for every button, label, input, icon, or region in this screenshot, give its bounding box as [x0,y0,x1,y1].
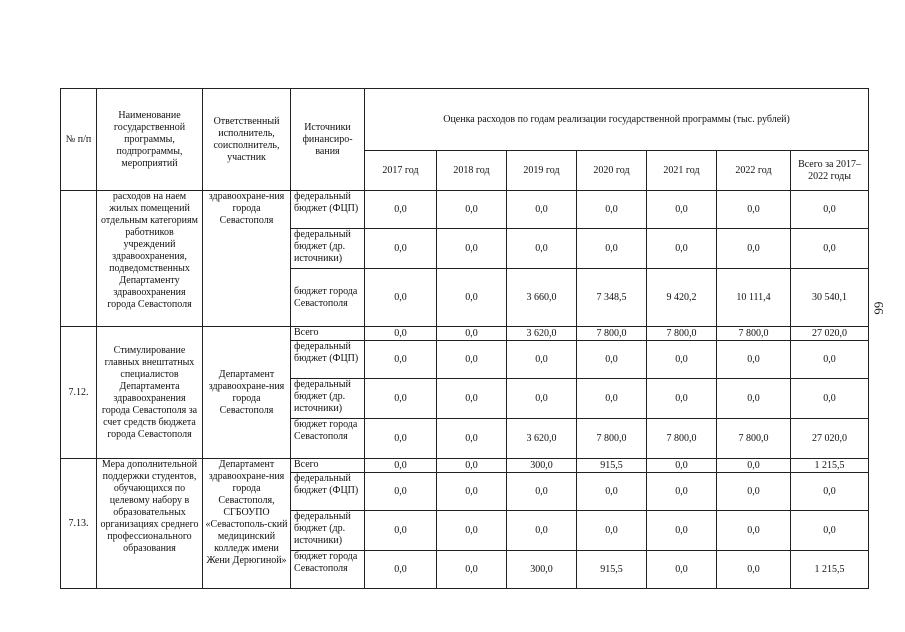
cell-value: 9 420,2 [647,269,717,327]
table-row [61,191,869,229]
cell-value: 0,0 [577,341,647,379]
row-resp: Департамент здравоохране-ния города Севастополя, СГБОУПО «Севастополь-ский медицинский колледж имени Жени Дерюгиной» [203,459,291,589]
cell-value: 7 800,0 [647,419,717,459]
row-src: бюджет города Севастополя [291,269,365,327]
cell-value: 0,0 [437,419,507,459]
cell-value: 0,0 [437,551,507,589]
cell-value: 0,0 [437,269,507,327]
cell-value: 0,0 [577,229,647,269]
row-src: бюджет города Севастополя [291,419,365,459]
header-year: 2021 год [647,151,717,191]
row-src: федеральный бюджет (др. источники) [291,511,365,551]
cell-value: 0,0 [507,341,577,379]
row-src: федеральный бюджет (др. источники) [291,379,365,419]
cell-value: 0,0 [647,473,717,511]
cell-value: 0,0 [365,327,437,341]
cell-value: 300,0 [507,551,577,589]
cell-value: 0,0 [647,191,717,229]
header-name: Наименование государственной программы, подпрограммы, мероприятий [97,89,203,191]
cell-value: 0,0 [437,191,507,229]
header-num: № п/п [61,89,97,191]
cell-value: 0,0 [365,459,437,473]
cell-value: 30 540,1 [791,269,869,327]
cell-value: 0,0 [791,511,869,551]
header-year: 2022 год [717,151,791,191]
cell-value: 0,0 [647,379,717,419]
row-src: федеральный бюджет (ФЦП) [291,191,365,229]
cell-value: 915,5 [577,459,647,473]
cell-value: 0,0 [437,459,507,473]
cell-value: 915,5 [577,551,647,589]
cell-value: 0,0 [437,327,507,341]
cell-value: 0,0 [365,379,437,419]
cell-value: 27 020,0 [791,327,869,341]
cell-value: 7 800,0 [717,327,791,341]
cell-value: 0,0 [365,419,437,459]
cell-value: 0,0 [647,551,717,589]
cell-value: 3 660,0 [507,269,577,327]
cell-value: 0,0 [507,473,577,511]
budget-table [60,88,869,589]
cell-value: 0,0 [437,341,507,379]
row-name: расходов на наем жилых помещений отдельным категориям работников учреждений здравоохранения, подведомственных Департаменту здравоохранения города Севастополя [97,191,203,327]
cell-value: 0,0 [507,229,577,269]
cell-value: 0,0 [791,229,869,269]
header-year: 2020 год [577,151,647,191]
cell-value: 0,0 [437,229,507,269]
cell-value: 0,0 [791,473,869,511]
row-src: бюджет города Севастополя [291,551,365,589]
cell-value: 0,0 [365,191,437,229]
row-src: федеральный бюджет (др. источники) [291,229,365,269]
cell-value: 3 620,0 [507,419,577,459]
header-year: 2019 год [507,151,577,191]
cell-value: 0,0 [647,229,717,269]
header-year: 2017 год [365,151,437,191]
row-name: Мера дополнительной поддержки студентов, обучающихся по целевому набору в образовательных организациях среднего профессионального образования [97,459,203,589]
header-year: 2018 год [437,151,507,191]
row-src: Всего [291,459,365,473]
row-resp: здравоохране-ния города Севастополя [203,191,291,327]
row-src: федеральный бюджет (ФЦП) [291,341,365,379]
cell-value: 1 215,5 [791,551,869,589]
row-name: Стимулирование главных внештатных специалистов Департамента здравоохранения города Севастополя за счет средств бюджета города Севастополя [97,327,203,459]
cell-value: 0,0 [365,341,437,379]
cell-value: 0,0 [717,511,791,551]
cell-value: 0,0 [437,379,507,419]
cell-value: 7 800,0 [577,327,647,341]
header-resp: Ответственный исполнитель, соисполнитель, участник [203,89,291,191]
row-src: федеральный бюджет (ФЦП) [291,473,365,511]
header-src: Источники финансиро-вания [291,89,365,191]
cell-value: 7 800,0 [717,419,791,459]
cell-value: 0,0 [365,511,437,551]
cell-value: 10 111,4 [717,269,791,327]
table-row [61,327,869,341]
cell-value: 0,0 [365,229,437,269]
cell-value: 0,0 [717,341,791,379]
cell-value: 0,0 [717,459,791,473]
cell-value: 0,0 [717,191,791,229]
cell-value: 300,0 [507,459,577,473]
cell-value: 0,0 [647,459,717,473]
cell-value: 0,0 [647,511,717,551]
page-number: 66 [871,301,887,315]
cell-value: 0,0 [365,473,437,511]
cell-value: 0,0 [717,229,791,269]
budget-table-page [60,88,868,600]
header-estimate: Оценка расходов по годам реализации государственной программы (тыс. рублей) [365,89,869,151]
cell-value: 0,0 [365,551,437,589]
cell-value: 0,0 [437,511,507,551]
cell-value: 3 620,0 [507,327,577,341]
table-row [61,459,869,473]
cell-value: 0,0 [507,191,577,229]
cell-value: 0,0 [791,379,869,419]
cell-value: 0,0 [791,341,869,379]
cell-value: 27 020,0 [791,419,869,459]
row-num: 7.12. [61,327,97,459]
cell-value: 0,0 [577,379,647,419]
cell-value: 0,0 [437,473,507,511]
cell-value: 0,0 [577,191,647,229]
cell-value: 7 348,5 [577,269,647,327]
cell-value: 0,0 [507,511,577,551]
cell-value: 0,0 [365,269,437,327]
row-num: 7.13. [61,459,97,589]
cell-value: 0,0 [647,341,717,379]
row-src: Всего [291,327,365,341]
cell-value: 7 800,0 [647,327,717,341]
row-num [61,191,97,327]
cell-value: 7 800,0 [577,419,647,459]
cell-value: 0,0 [717,379,791,419]
cell-value: 0,0 [791,191,869,229]
cell-value: 1 215,5 [791,459,869,473]
cell-value: 0,0 [717,551,791,589]
cell-value: 0,0 [717,473,791,511]
cell-value: 0,0 [577,511,647,551]
cell-value: 0,0 [507,379,577,419]
row-resp: Департамент здравоохране-ния города Севастополя [203,327,291,459]
cell-value: 0,0 [577,473,647,511]
header-year-total: Всего за 2017–2022 годы [791,151,869,191]
